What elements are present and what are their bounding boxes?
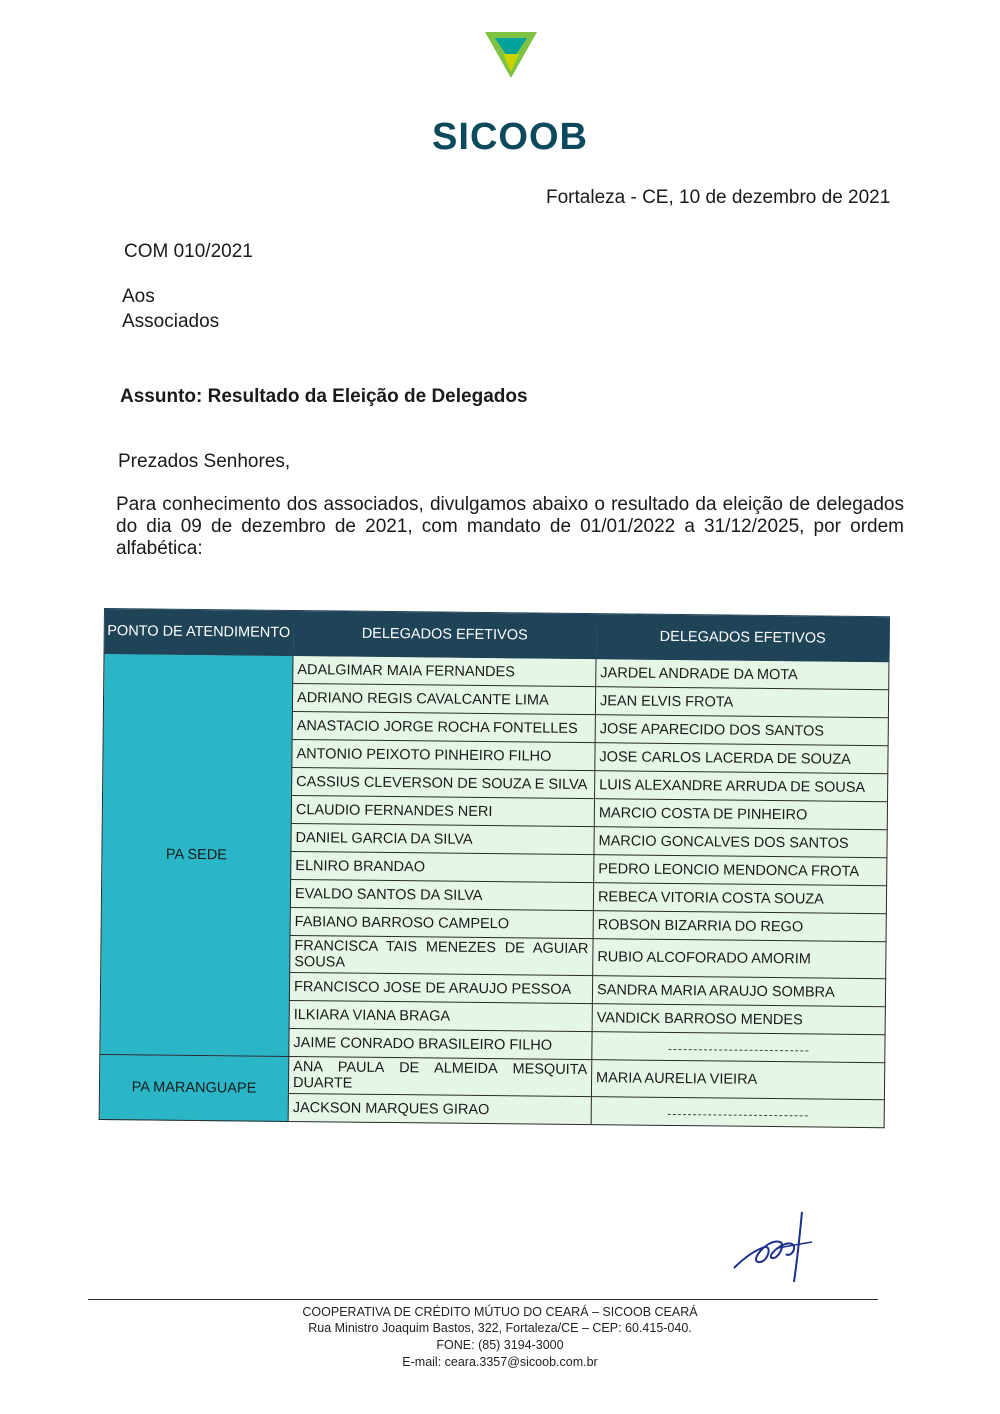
delegate-cell: SANDRA MARIA ARAUJO SOMBRA [592, 976, 885, 1007]
document-subject: Assunto: Resultado da Eleição de Delegados [120, 386, 528, 407]
handwritten-signature [728, 1208, 818, 1288]
delegate-cell: MARIA AURELIA VIEIRA [591, 1060, 884, 1100]
delegate-cell: ELNIRO BRANDAO [291, 851, 594, 882]
header-unit: PONTO DE ATENDIMENTO [104, 609, 293, 656]
delegate-cell: JEAN ELVIS FROTA [595, 687, 888, 718]
unit-pa-sede: PA SEDE [100, 654, 293, 1057]
delegate-cell: MARCIO GONCALVES DOS SANTOS [594, 827, 887, 858]
delegate-cell: JARDEL ANDRADE DA MOTA [596, 659, 889, 690]
logo-wordmark: SICOOB [432, 116, 588, 158]
delegate-cell: FABIANO BARROSO CAMPELO [290, 907, 593, 938]
delegate-cell: ADRIANO REGIS CAVALCANTE LIMA [292, 683, 595, 714]
recipient-line1: Aos [122, 286, 155, 307]
document-date: Fortaleza - CE, 10 de dezembro de 2021 [546, 187, 891, 208]
delegate-cell: ANTONIO PEIXOTO PINHEIRO FILHO [292, 739, 595, 770]
footer-address: Rua Ministro Joaquim Bastos, 322, Fortaleza/CE – CEP: 60.415-040. [308, 1321, 692, 1335]
recipient-line2: Associados [122, 311, 220, 332]
delegate-cell: JACKSON MARQUES GIRAO [288, 1093, 591, 1124]
delegate-cell: CLAUDIO FERNANDES NERI [291, 795, 594, 826]
header-delegates-1: DELEGADOS EFETIVOS [293, 610, 596, 658]
delegate-cell: DANIEL GARCIA DA SILVA [291, 823, 594, 854]
unit-pa-maranguape: PA MARANGUAPE [99, 1054, 289, 1121]
delegate-cell: JAIME CONRADO BRASILEIRO FILHO [289, 1028, 592, 1059]
empty-cell [592, 1032, 885, 1063]
greeting: Prezados Senhores, [118, 451, 291, 472]
delegate-cell: ANASTACIO JORGE ROCHA FONTELLES [292, 711, 595, 742]
dashed-placeholder [668, 1043, 808, 1051]
delegate-cell: JOSE APARECIDO DOS SANTOS [595, 715, 888, 746]
delegate-cell: CASSIUS CLEVERSON DE SOUZA E SILVA [292, 767, 595, 798]
footer-company: COOPERATIVA DE CRÉDITO MÚTUO DO CEARÁ – SICOOB CEARÁ [302, 1305, 698, 1319]
footer-phone: FONE: (85) 3194-3000 [436, 1338, 564, 1352]
body-paragraph: Para conhecimento dos associados, divulgamos abaixo o resultado da eleição de delegados do dia 09 de dezembro de 2021, com mandato de 01/01/2022 a 31/12/2025, por ordem alfabética: [116, 494, 904, 559]
delegate-cell: ADALGIMAR MAIA FERNANDES [293, 655, 596, 686]
delegate-cell: FRANCISCA TAIS MENEZES DE AGUIAR SOUSA [290, 935, 593, 975]
footer-divider [88, 1299, 878, 1300]
delegate-cell: REBECA VITORIA COSTA SOUZA [593, 883, 886, 914]
delegate-cell: EVALDO SANTOS DA SILVA [290, 879, 593, 910]
sicoob-logo [430, 32, 590, 158]
header-delegates-2: DELEGADOS EFETIVOS [596, 614, 889, 662]
delegate-cell: ROBSON BIZARRIA DO REGO [593, 911, 886, 942]
table-header-row [104, 609, 889, 662]
delegate-cell: ANA PAULA DE ALMEIDA MESQUITA DUARTE [288, 1056, 591, 1096]
delegate-cell: MARCIO COSTA DE PINHEIRO [594, 799, 887, 830]
footer-email: E-mail: ceara.3357@sicoob.com.br [402, 1355, 598, 1369]
delegate-cell: PEDRO LEONCIO MENDONCA FROTA [594, 855, 887, 886]
document-reference: COM 010/2021 [124, 241, 253, 262]
delegate-cell: VANDICK BARROSO MENDES [592, 1004, 885, 1035]
delegate-cell: JOSE CARLOS LACERDA DE SOUZA [595, 743, 888, 774]
delegate-cell: FRANCISCO JOSE DE ARAUJO PESSOA [289, 972, 592, 1003]
table-row [99, 1054, 884, 1099]
empty-cell [591, 1097, 884, 1128]
delegate-cell: RUBIO ALCOFORADO AMORIM [593, 939, 886, 979]
delegate-cell: ILKIARA VIANA BRAGA [289, 1000, 592, 1031]
dashed-placeholder [668, 1108, 808, 1116]
delegates-table [99, 608, 890, 1128]
delegate-cell: LUIS ALEXANDRE ARRUDA DE SOUSA [595, 771, 888, 802]
sicoob-triangle-icon [485, 32, 537, 78]
